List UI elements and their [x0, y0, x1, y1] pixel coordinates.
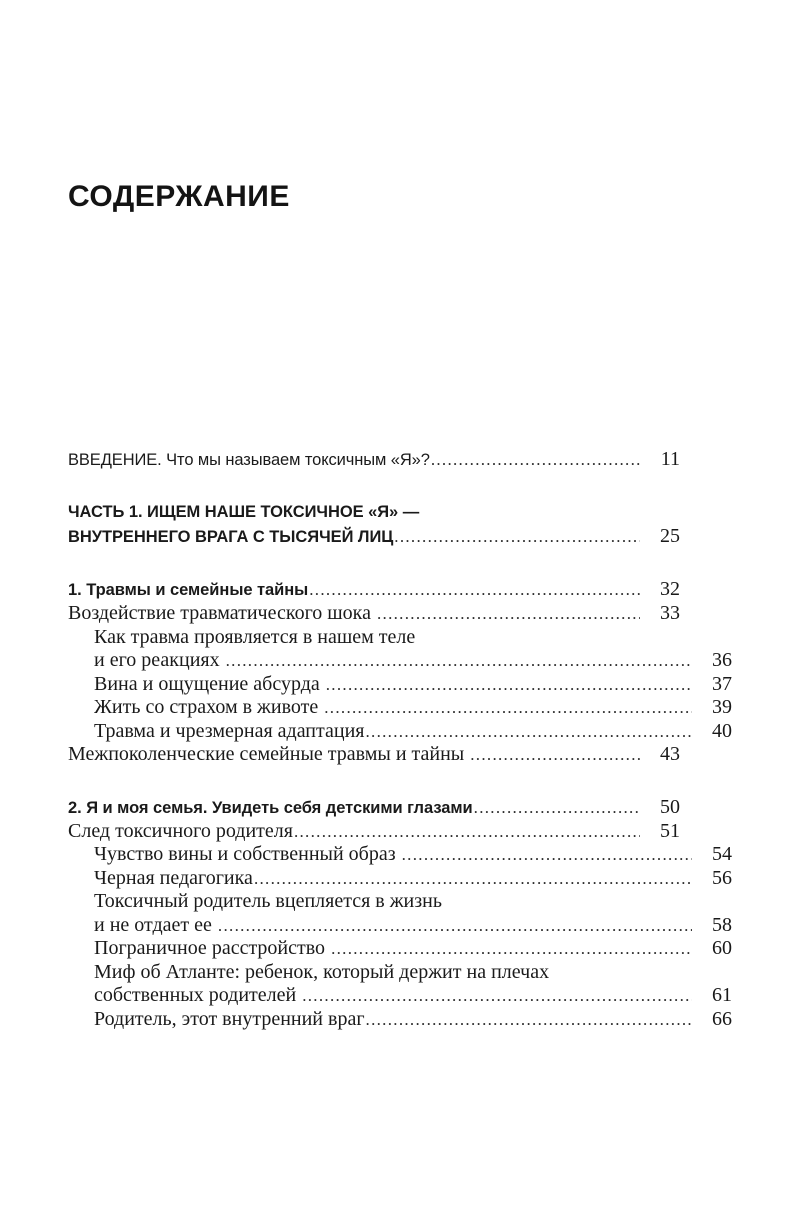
dot-leader [364, 720, 692, 744]
table-of-contents [68, 447, 732, 1031]
toc-entry[interactable] [68, 577, 680, 602]
dot-leader [401, 843, 692, 867]
toc-page-number: 37 [712, 672, 732, 695]
toc-entry-title: 2. Я и моя семья. Увидеть себя детскими глазами [68, 798, 473, 817]
toc-entry-line [68, 447, 680, 472]
toc-entry[interactable] [68, 447, 680, 472]
toc-page-number: 43 [660, 743, 680, 765]
toc-entry-title: Межпоколенческие семейные травмы и тайны [68, 743, 470, 765]
toc-page-number: 54 [712, 843, 732, 865]
toc-page-number: 58 [712, 913, 732, 936]
dot-leader [301, 984, 692, 1008]
dot-leader [308, 578, 640, 602]
toc-page-number: 25 [660, 525, 680, 547]
toc-entry-title: Как травма проявляется в нашем теле [94, 625, 416, 648]
dot-leader [393, 525, 640, 549]
toc-entry-line [68, 795, 680, 820]
toc-entry-title: Травма и чрезмерная адаптация [94, 719, 365, 742]
toc-page-number: 60 [712, 937, 732, 959]
toc-entry-title: Вина и ощущение абсурда [94, 672, 325, 695]
toc-entry-line [68, 602, 680, 626]
toc-group [68, 577, 732, 767]
dot-leader [365, 1008, 692, 1032]
dot-leader [376, 602, 640, 626]
toc-page-number: 66 [712, 1007, 732, 1030]
dot-leader [253, 867, 692, 891]
toc-entry[interactable] [68, 820, 680, 844]
toc-entry-title: Пограничное расстройство [94, 937, 331, 959]
toc-group [68, 795, 732, 1032]
toc-page-number: 11 [660, 448, 680, 470]
toc-entry-line-wrap [94, 890, 706, 914]
toc-entry-line [94, 937, 732, 961]
toc-entry-line [68, 524, 680, 549]
dot-leader [330, 937, 692, 961]
toc-entry-title: Токсичный родитель вцепляется в жизнь [94, 890, 442, 912]
toc-entry-title: Жить со страхом в животе [94, 696, 324, 718]
toc-entry[interactable] [68, 890, 732, 937]
toc-group [68, 447, 680, 472]
toc-entry[interactable] [68, 1007, 732, 1032]
toc-entry-line [94, 984, 732, 1008]
dot-leader [323, 696, 692, 720]
toc-entry-title: След токсичного родителя [68, 819, 293, 842]
toc-entry[interactable] [68, 672, 732, 697]
toc-entry-title: и его реакциях [94, 649, 225, 671]
toc-entry-title: ВВЕДЕНИЕ. Что мы называем токсичным «Я»? [68, 451, 430, 469]
toc-entry[interactable] [68, 719, 732, 744]
toc-entry[interactable] [68, 795, 680, 820]
toc-entry-line [68, 577, 680, 602]
toc-entry-title: Воздействие травматического шока [68, 602, 376, 624]
toc-entry[interactable] [68, 743, 680, 767]
toc-entry-line [94, 866, 732, 891]
toc-entry[interactable] [68, 696, 732, 720]
toc-entry[interactable] [68, 500, 680, 549]
toc-entry-title: Родитель, этот внутренний враг [94, 1007, 365, 1030]
toc-entry[interactable] [68, 602, 680, 626]
dot-leader [293, 820, 640, 844]
toc-entry[interactable] [68, 866, 732, 891]
toc-entry-line [94, 843, 732, 867]
toc-page-number: 50 [660, 795, 680, 818]
toc-page-number: 40 [712, 719, 732, 742]
toc-entry[interactable] [68, 937, 732, 961]
dot-leader [469, 743, 640, 767]
dot-leader [325, 673, 692, 697]
toc-page-number: 61 [712, 984, 732, 1006]
toc-page-number: 39 [712, 696, 732, 718]
toc-entry-title: Черная педагогика [94, 866, 253, 889]
toc-entry-line-wrap [68, 500, 680, 524]
dot-leader [225, 649, 692, 673]
page-title: СОДЕРЖАНИЕ [68, 180, 290, 214]
toc-entry-line-wrap [94, 961, 706, 985]
toc-entry-title: и не отдает ее [94, 913, 217, 936]
toc-page-number: 56 [712, 866, 732, 889]
toc-entry-title: ВНУТРЕННЕГО ВРАГА С ТЫСЯЧЕЙ ЛИЦ [68, 528, 394, 546]
toc-entry-line-wrap [94, 626, 706, 650]
toc-entry-line [94, 913, 732, 938]
dot-leader [430, 448, 640, 472]
toc-page-number: 33 [660, 602, 680, 624]
toc-entry-line [94, 719, 732, 744]
toc-entry-title: ЧАСТЬ 1. ИЩЕМ НАШЕ ТОКСИЧНОЕ «Я» — [68, 503, 420, 521]
toc-entry[interactable] [68, 843, 732, 867]
toc-entry[interactable] [68, 625, 732, 673]
toc-entry-line [94, 672, 732, 697]
toc-entry-title: Миф об Атланте: ребенок, который держит на плечах [94, 960, 550, 983]
dot-leader [217, 914, 692, 938]
toc-entry-line [94, 649, 732, 673]
toc-entry-line [94, 696, 732, 720]
toc-page-number: 51 [660, 819, 680, 842]
toc-entry[interactable] [68, 960, 732, 1008]
toc-page-number: 36 [712, 649, 732, 671]
toc-entry-line [94, 1007, 732, 1032]
toc-entry-title: собственных родителей [94, 984, 302, 1006]
toc-group [68, 500, 680, 549]
dot-leader [473, 796, 640, 820]
toc-entry-line [68, 820, 680, 844]
toc-entry-title: Чувство вины и собственный образ [94, 843, 401, 865]
toc-entry-line [68, 743, 680, 767]
toc-entry-title: 1. Травмы и семейные тайны [68, 581, 309, 599]
toc-page-number: 32 [660, 578, 680, 600]
